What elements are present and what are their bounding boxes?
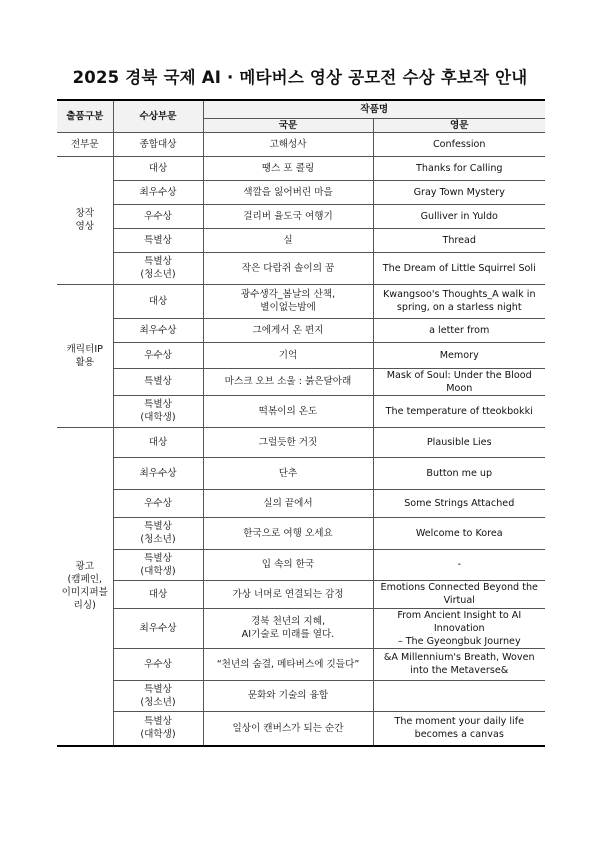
cell-line: “천년의 숨결, 메타버스에 깃들다” [216,658,360,670]
cell-line: 가상 너머로 연결되는 감정 [232,588,344,600]
award-cell [113,284,203,318]
cell-line: Thanks for Calling [416,162,503,174]
korean-title-cell [203,132,373,156]
award-table-body [57,132,545,746]
english-title-cell [373,318,545,342]
english-title-cell [373,549,545,580]
cell-line: – The Gyeongbuk Journey [397,635,521,647]
cell-line: Gulliver in Yuldo [420,210,498,222]
cell-line: 이미지퍼블 [61,587,108,598]
korean-title-cell [203,318,373,342]
table-row [57,680,545,711]
cell-line: a letter from [429,324,490,336]
cell-line: 걸리버 율도국 여행기 [243,210,333,222]
cell-line: The Dream of Little Squirrel Soli [382,262,536,274]
table-row [57,517,545,549]
cell-line: 대상 [148,162,168,174]
korean-title-cell [203,608,373,648]
korean-title-cell [203,180,373,204]
cell-line: 그에게서 온 편지 [252,324,324,336]
cell-line: Plausible Lies [426,436,492,448]
table-row [57,204,545,228]
korean-title-cell [203,427,373,457]
cell-line: 일상이 캔버스가 되는 순간 [232,722,344,734]
cell-line: (청소년) [140,696,176,708]
header-english: 영문 [373,118,545,132]
korean-title-cell [203,648,373,680]
korean-title-cell [203,457,373,489]
cell-line: 전부문 [70,138,99,150]
cell-line: (청소년) [140,269,176,280]
korean-title-cell [203,284,373,318]
table-row [57,427,545,457]
cell-line: 우수상 [144,210,172,222]
cell-line: 특별상 [144,256,172,267]
award-cell [113,318,203,342]
korean-title-cell [203,156,373,180]
cell-line: (대학생) [140,565,176,577]
cell-line: 특별상 [144,716,172,727]
cell-line: Memory [439,349,479,361]
cell-line: Welcome to Korea [415,527,503,539]
english-title-cell [373,680,545,711]
cell-line: 문화와 기술의 융합 [247,690,329,701]
cell-line: Thread [442,234,477,246]
cell-line: 영상 [75,221,95,232]
award-cell [113,580,203,608]
table-row [57,457,545,489]
cell-line: 광고 [75,561,95,572]
table-row [57,228,545,252]
cell-line: 입 속의 한국 [261,559,315,570]
cell-line: AI기술로 미래를 열다. [241,629,335,640]
cell-line: 대상 [148,588,168,600]
english-title-cell [373,342,545,368]
english-title-cell [373,204,545,228]
english-title-cell [373,252,545,284]
award-cell [113,489,203,517]
english-title-cell [373,517,545,549]
cell-line: 특별상 [144,521,172,532]
korean-title-cell [203,204,373,228]
cell-line: (대학생) [140,412,176,423]
cell-line: 최우수상 [139,186,177,198]
cell-line: The moment your daily life [394,716,524,727]
cell-line: 활용 [75,356,95,368]
award-cell [113,252,203,284]
cell-line: 실 [283,234,293,246]
korean-title-cell [203,489,373,517]
cell-line: 색깔을 잃어버린 마을 [243,186,333,198]
table-row [57,132,545,156]
cell-line: Emotions Connected Beyond the Virtual [380,582,538,606]
korean-title-cell [203,517,373,549]
cell-line: 그럴듯한 거짓 [258,436,318,448]
cell-line: 우수상 [144,497,172,509]
cell-line: 대상 [148,436,168,448]
cell-line: 기억 [278,349,298,361]
cell-line: into the Metaverse& [410,665,509,676]
cell-line: 우수상 [144,658,172,670]
cell-line: 경북 천년의 지혜, [250,616,326,627]
cell-line: 특별상 [144,234,172,246]
award-cell [113,711,203,746]
korean-title-cell [203,395,373,427]
cell-line: 특별상 [144,376,172,387]
english-title-cell [373,228,545,252]
table-row [57,156,545,180]
korean-title-cell [203,680,373,711]
table-row [57,180,545,204]
cell-line: 작은 다람쥐 솔이의 꿈 [241,262,335,274]
cell-line: 창작 [75,208,95,219]
english-title-cell [373,457,545,489]
cell-line: 특별상 [144,399,172,410]
cell-line: becomes a canvas [414,729,504,740]
korean-title-cell [203,549,373,580]
korean-title-cell [203,342,373,368]
category-cell [57,284,113,427]
english-title-cell [373,580,545,608]
cell-line: Button me up [426,467,493,479]
page-title: 2025 경북 국제 AI · 메타버스 영상 공모전 수상 후보작 안내 [72,68,528,87]
cell-line: 특별상 [144,552,172,564]
cell-line: 광수생각_봄날의 산책, [240,289,336,300]
cell-line: Kwangsoo's Thoughts_A walk in [382,289,536,300]
table-row [57,549,545,580]
award-cell [113,608,203,648]
category-cell [57,427,113,746]
award-cell [113,680,203,711]
header-category: 출품구분 [57,100,113,132]
award-cell [113,517,203,549]
cell-line: 우수상 [144,349,172,361]
cell-line: 떡볶이의 온도 [258,405,318,417]
award-cell [113,342,203,368]
table-row [57,395,545,427]
cell-line: 최우수상 [139,324,177,336]
korean-title-cell [203,368,373,395]
english-title-cell [373,427,545,457]
cell-line: Some Strings Attached [404,497,515,509]
award-cell [113,204,203,228]
award-cell [113,228,203,252]
english-title-cell [373,156,545,180]
korean-title-cell [203,711,373,746]
cell-line: (대학생) [140,729,176,740]
table-row [57,648,545,680]
english-title-cell [373,395,545,427]
korean-title-cell [203,252,373,284]
cell-line: - [457,559,461,570]
table-row [57,318,545,342]
cell-line: 최우수상 [139,622,177,634]
cell-line: 땡스 포 콜링 [261,162,315,174]
cell-line: Gray Town Mystery [413,186,505,198]
table-row [57,711,545,746]
korean-title-cell [203,580,373,608]
cell-line: Confession [432,138,486,150]
english-title-cell [373,132,545,156]
cell-line: 최우수상 [139,467,177,479]
cell-line: 실의 끝에서 [263,497,313,509]
table-row [57,368,545,395]
award-cell [113,427,203,457]
cell-line: spring, on a starless night [396,302,522,313]
cell-line: 마스크 오브 소울 : 붉은달아래 [224,376,352,387]
cell-line: Mask of Soul: Under the Blood [386,369,532,381]
english-title-cell [373,711,545,746]
award-table [57,99,545,747]
english-title-cell [373,489,545,517]
category-cell [57,132,113,156]
english-title-cell [373,608,545,648]
table-row [57,489,545,517]
header-work-title: 작품명 [203,100,545,118]
table-row [57,342,545,368]
english-title-cell [373,368,545,395]
cell-line: 특별상 [144,683,172,695]
english-title-cell [373,648,545,680]
award-cell [113,156,203,180]
award-cell [113,549,203,580]
cell-line: 리싱) [73,600,96,611]
cell-line: The temperature of tteokbokki [385,405,533,417]
cell-line: Moon [446,382,473,394]
korean-title-cell [203,228,373,252]
award-cell [113,648,203,680]
cell-line: (청소년) [140,534,176,545]
award-cell [113,368,203,395]
award-cell [113,132,203,156]
award-cell [113,180,203,204]
table-row [57,608,545,648]
cell-line: 한국으로 여행 오세요 [243,527,333,539]
english-title-cell [373,180,545,204]
table-row [57,284,545,318]
table-row [57,252,545,284]
award-cell [113,457,203,489]
award-cell [113,395,203,427]
cell-line: 단추 [278,467,298,479]
header-korean: 국문 [203,118,373,132]
category-cell [57,156,113,284]
english-title-cell [373,284,545,318]
cell-line: 고해성사 [269,138,307,150]
cell-line: 캐릭터IP [66,343,103,355]
cell-line: (캠페인, [67,574,103,585]
cell-line: &A Millennium's Breath, Woven [383,652,535,663]
cell-line: 대상 [148,295,168,307]
table-row [57,580,545,608]
cell-line: 종합대상 [139,138,177,150]
cell-line: From Ancient Insight to AI Innovation [397,609,522,634]
cell-line: 별이없는밤에 [260,302,316,313]
header-award: 수상부문 [113,100,203,132]
